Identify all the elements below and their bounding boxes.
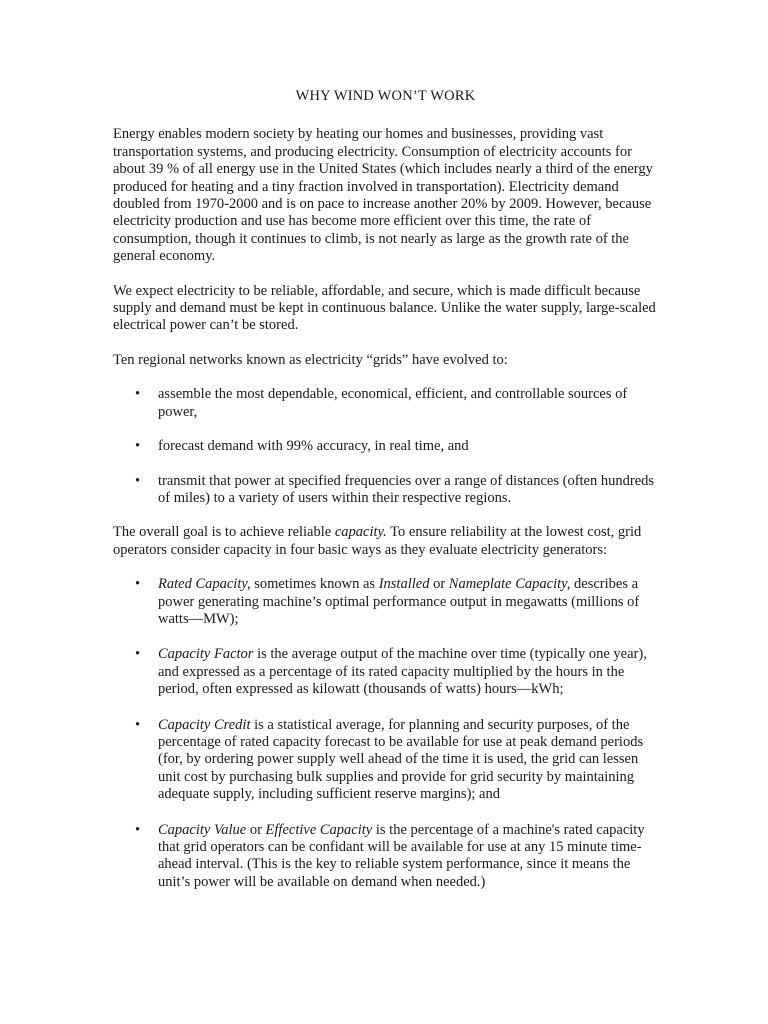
list-item bbox=[113, 473, 658, 508]
text-fragment: is a statistical average, for planning and security purposes, of the percentage of rated capacity forecast to be available for use at peak demand periods (for, by ordering power supply well ahead of the time it is used, the grid can lessen unit cost by purchasing bulk supplies and provide for grid security by maintaining adequate supply, including sufficient reserve margins); and bbox=[158, 716, 644, 803]
text-fragment: describes a power generating machine’s optimal performance output in megawatts (millions of watts—MW); bbox=[158, 576, 640, 627]
list-item-text bbox=[158, 576, 639, 627]
bullet-icon: • bbox=[135, 821, 141, 838]
term-effective-capacity: Effective Capacity bbox=[265, 821, 373, 838]
bullet-icon: • bbox=[135, 386, 141, 403]
list-item-text bbox=[158, 822, 645, 890]
list-item-text: forecast demand with 99% accuracy, in real time, and bbox=[158, 438, 469, 455]
list-item-text: assemble the most dependable, economical, efficient, and controllable sources of power, bbox=[158, 386, 628, 420]
bullet-icon: • bbox=[135, 438, 141, 455]
text-fragment: is the average output of the machine over time (typically one year), and expressed as a percentage of its rated capacity multiplied by the hours in the period, often expressed as kilowatt (thousands of watts) hours—kWh; bbox=[158, 646, 647, 698]
intro-paragraph: Energy enables modern society by heating our homes and businesses, providing vast transportation systems, and producing electricity. Consumption of electricity accounts for about 39 % of all energy use in the United States (which includes nearly a third of the energy produced for heating and a tiny fraction involved in transportation). Electricity demand doubled from 1970-2000 and is on pace to increase another 20% by 2009. However, because electricity production and use has become more efficient over this time, the rate of consumption, though it continues to climb, is not nearly as large as the growth rate of the general economy. bbox=[113, 126, 653, 265]
bullet-icon: • bbox=[135, 716, 141, 733]
list-item-text bbox=[158, 717, 643, 803]
list-item bbox=[113, 717, 658, 804]
text-fragment: or bbox=[246, 821, 266, 838]
term-capacity-factor: Capacity Factor bbox=[158, 646, 254, 663]
list-item bbox=[113, 438, 658, 455]
term-installed: Installed bbox=[378, 576, 430, 593]
capacity-goal-paragraph bbox=[113, 524, 658, 559]
list-item bbox=[113, 386, 658, 421]
list-item-text: transmit that power at specified frequencies over a range of distances (often hundreds of miles) to a variety of users within their respective regions. bbox=[158, 472, 655, 506]
list-item bbox=[113, 822, 658, 892]
emphasis-capacity: capacity. bbox=[334, 524, 387, 541]
document-title: WHY WIND WON’T WORK bbox=[295, 88, 476, 104]
reliability-paragraph: We expect electricity to be reliable, affordable, and secure, which is made difficult because supply and demand must be kept in continuous balance. Unlike the water supply, large-scaled electrical power can’t be stored. bbox=[113, 282, 656, 334]
term-rated-capacity: Rated Capacity, bbox=[158, 576, 251, 593]
grid-goals-list bbox=[113, 386, 658, 507]
text-fragment: The overall goal is to achieve reliable bbox=[113, 524, 335, 541]
bullet-icon: • bbox=[135, 472, 141, 489]
text-fragment: To ensure reliability at the lowest cost, grid operators consider capacity in four basic ways as they evaluate electricity generators: bbox=[113, 524, 642, 558]
text-fragment: is the percentage of a machine's rated capacity that grid operators can be confidant will be available for use at any 15 minute time-ahead interval. (This is the key to reliable system performance, since it means the unit’s power will be available on demand when needed.) bbox=[158, 821, 645, 890]
text-fragment: or bbox=[429, 576, 449, 593]
term-capacity-credit: Capacity Credit bbox=[158, 716, 251, 733]
list-item-text bbox=[158, 646, 647, 697]
term-capacity-value: Capacity Value bbox=[158, 821, 247, 838]
term-nameplate-capacity: Nameplate Capacity, bbox=[448, 576, 571, 593]
list-item bbox=[113, 576, 658, 628]
bullet-icon: • bbox=[135, 576, 141, 593]
list-item bbox=[113, 646, 658, 698]
bullet-icon: • bbox=[135, 646, 141, 663]
grids-paragraph: Ten regional networks known as electricity “grids” have evolved to: bbox=[113, 351, 508, 368]
capacity-definitions-list bbox=[113, 576, 658, 891]
text-fragment: sometimes known as bbox=[250, 576, 379, 593]
